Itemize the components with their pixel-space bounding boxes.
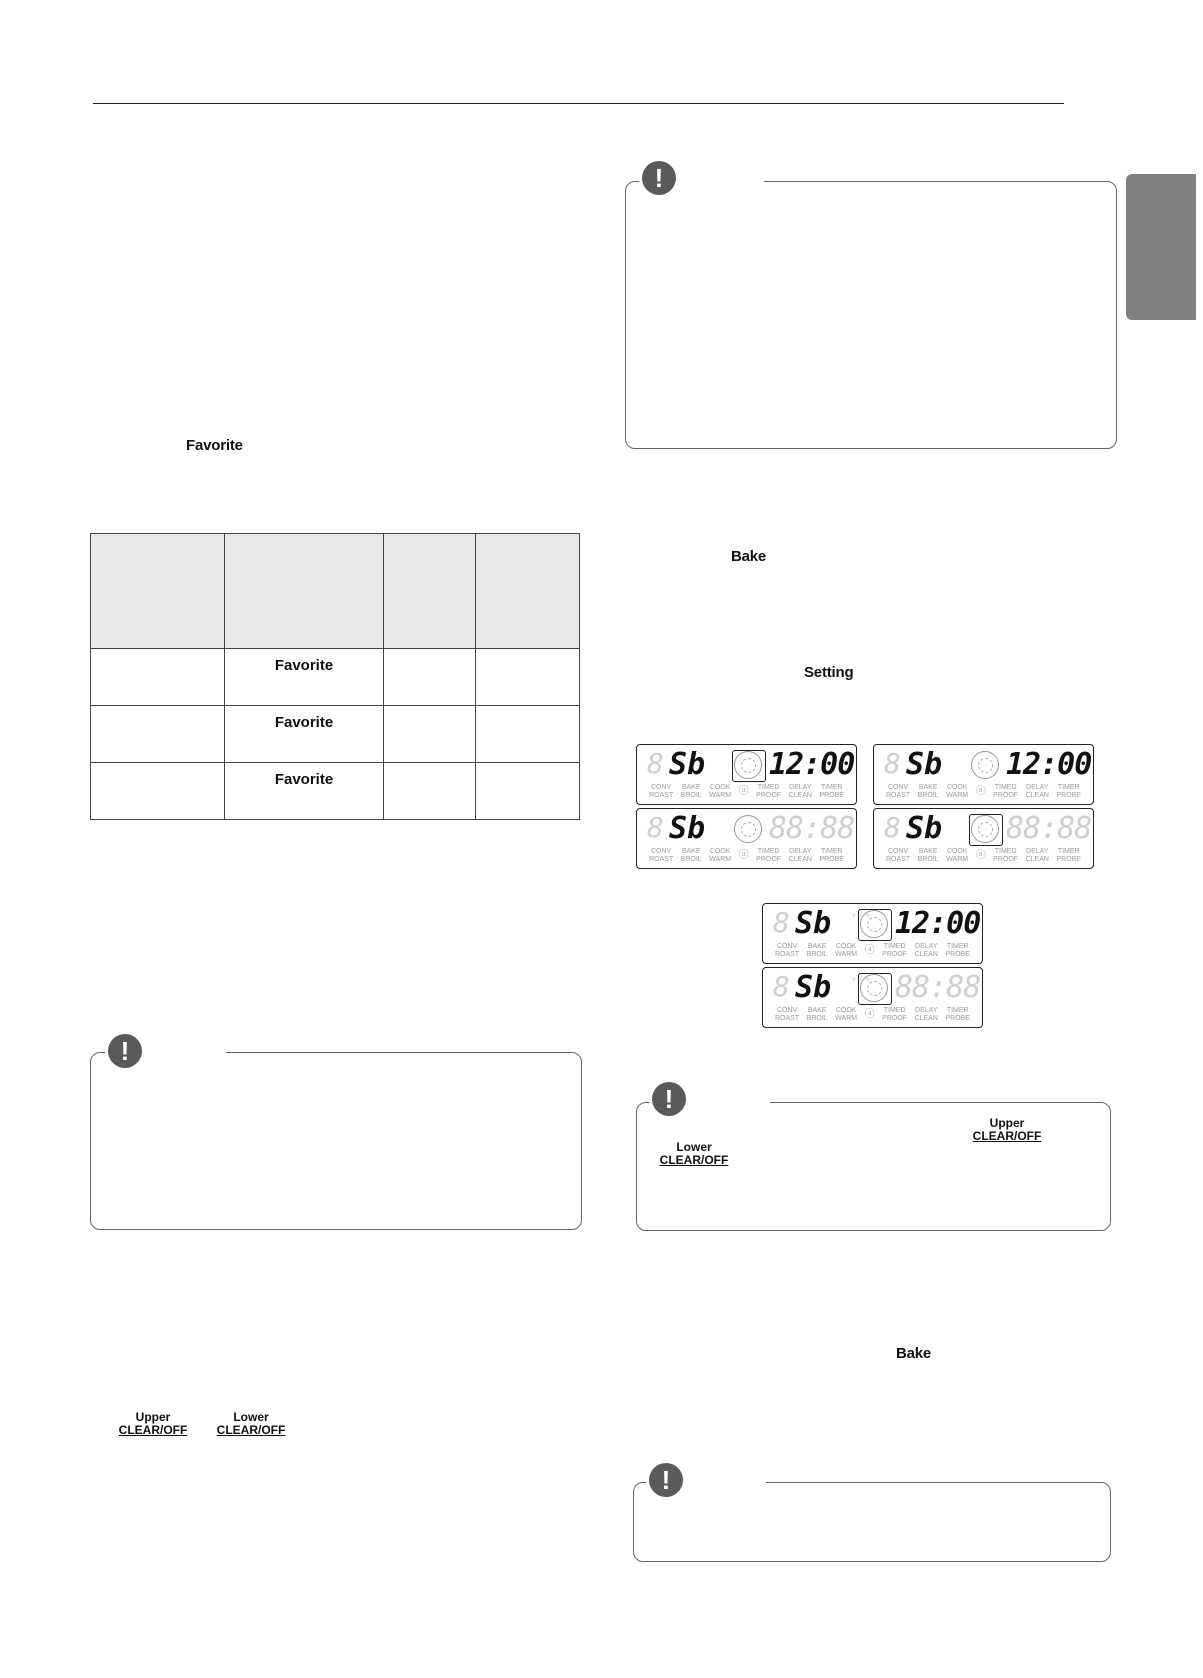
lcd-display (873, 808, 1094, 869)
note-line-gap (140, 1052, 226, 1056)
lcd-mode-label: BAKE BROIL (806, 1007, 828, 1022)
table-row (91, 649, 580, 706)
table-header-cell (384, 534, 476, 649)
table-header-row (91, 534, 580, 649)
table-cell (384, 649, 476, 706)
fan-icon (971, 751, 999, 779)
lcd-mode-label: DELAY CLEAN (914, 1007, 938, 1022)
lcd-mode-labels (649, 848, 844, 864)
lcd-clock-readout: 12:00 (1006, 747, 1092, 782)
lcd-mode-label: TIMER PROBE (1056, 848, 1081, 863)
lcd-clock-readout: 12:00 (769, 747, 855, 782)
lcd-display (873, 744, 1094, 805)
lcd-mode-label: COOK WARM (709, 784, 732, 799)
note-box (625, 181, 1117, 449)
lcd-mode-labels (649, 784, 844, 800)
lcd-clock-blank: 88:88 (895, 970, 981, 1005)
lcd-mode-label: CONV ROAST (649, 784, 674, 799)
lcd-mode-label: TIMED PROOF (756, 784, 782, 799)
lock-icon: ⓐ (975, 786, 986, 797)
lcd-mode-labels (886, 784, 1081, 800)
lcd-clock-readout: 12:00 (895, 906, 981, 941)
warning-icon: ! (652, 1082, 686, 1116)
lower-label: Lower (233, 1410, 269, 1424)
note-box (633, 1482, 1111, 1562)
table-row (91, 763, 580, 820)
lcd-mode-label: COOK WARM (709, 848, 732, 863)
table-cell (91, 763, 225, 820)
table-header-cell (91, 534, 225, 649)
setting-keyword: Setting (804, 664, 854, 681)
lcd-clock-blank: 88:88 (769, 811, 855, 846)
note-line-gap (680, 1481, 766, 1485)
lcd-temperature-readout: Sb (906, 747, 943, 782)
lower-clear-off-control (216, 1411, 286, 1437)
bake-keyword: Bake (896, 1345, 932, 1362)
table-cell (476, 649, 580, 706)
upper-clear-off-control (972, 1117, 1042, 1143)
header-rule (93, 103, 1064, 104)
clear-off-label: CLEAR/OFF (972, 1129, 1042, 1143)
fan-icon (860, 974, 888, 1002)
lock-icon: ⓐ (738, 850, 749, 861)
note-line-gap (672, 180, 764, 184)
clear-off-label: CLEAR/OFF (659, 1153, 729, 1167)
lcd-mode-label: TIMED PROOF (993, 784, 1019, 799)
lcd-mode-label: TIMER PROBE (819, 784, 844, 799)
warning-icon: ! (108, 1034, 142, 1068)
lcd-temperature-readout: Sb (669, 747, 706, 782)
upper-label: Upper (989, 1116, 1025, 1130)
fan-icon (860, 910, 888, 938)
note-box (90, 1052, 582, 1230)
lcd-ghost-digit: 8 (647, 747, 664, 780)
lcd-mode-label: DELAY CLEAN (788, 848, 812, 863)
lcd-mode-label: DELAY CLEAN (914, 943, 938, 958)
lcd-ghost-digit: 8 (884, 811, 901, 844)
table-cell (384, 763, 476, 820)
lcd-mode-label: DELAY CLEAN (1025, 784, 1049, 799)
lock-icon: ⓐ (864, 1009, 875, 1020)
table-cell: Favorite (225, 763, 384, 820)
clear-off-label: CLEAR/OFF (118, 1423, 188, 1437)
table-cell (384, 706, 476, 763)
lcd-indicator-dots: ∘∘ ∘ (851, 910, 871, 920)
table-cell (91, 706, 225, 763)
lock-icon: ⓐ (975, 850, 986, 861)
lcd-mode-label: CONV ROAST (886, 848, 911, 863)
table-header-cell (476, 534, 580, 649)
warning-icon: ! (642, 161, 676, 195)
table-cell: Favorite (225, 649, 384, 706)
lcd-mode-label: TIMED PROOF (882, 943, 908, 958)
lcd-display (636, 808, 857, 869)
lcd-mode-label: TIMER PROBE (819, 848, 844, 863)
lcd-mode-labels (775, 1007, 970, 1023)
table-header-cell (225, 534, 384, 649)
lcd-temperature-readout: Sb (669, 811, 706, 846)
lcd-ghost-digit: 8 (647, 811, 664, 844)
table-cell (91, 649, 225, 706)
lcd-mode-label: BAKE BROIL (680, 784, 702, 799)
lcd-clock-blank: 88:88 (1006, 811, 1092, 846)
clear-off-label: CLEAR/OFF (216, 1423, 286, 1437)
lcd-mode-label: CONV ROAST (775, 943, 800, 958)
lcd-display (636, 744, 857, 805)
lcd-mode-label: COOK WARM (946, 848, 969, 863)
lcd-mode-label: DELAY CLEAN (1025, 848, 1049, 863)
lcd-temperature-readout: Sb (906, 811, 943, 846)
lcd-mode-label: DELAY CLEAN (788, 784, 812, 799)
lcd-ghost-digit: 8 (884, 747, 901, 780)
lcd-mode-label: TIMED PROOF (993, 848, 1019, 863)
table-cell (476, 763, 580, 820)
lcd-display (762, 967, 983, 1028)
fan-icon (971, 815, 999, 843)
lower-clear-off-control (659, 1141, 729, 1167)
lcd-mode-label: BAKE BROIL (917, 784, 939, 799)
lcd-mode-label: TIMER PROBE (945, 1007, 970, 1022)
fan-icon (734, 751, 762, 779)
bake-keyword: Bake (731, 548, 767, 565)
favorite-table (90, 533, 580, 820)
lcd-mode-label: BAKE BROIL (917, 848, 939, 863)
lock-icon: ⓐ (864, 945, 875, 956)
lcd-mode-label: BAKE BROIL (806, 943, 828, 958)
lcd-ghost-digit: 8 (773, 906, 790, 939)
lock-icon: ⓐ (738, 786, 749, 797)
table-cell: Favorite (225, 706, 384, 763)
lcd-temperature-readout: Sb (795, 970, 832, 1005)
lcd-mode-labels (775, 943, 970, 959)
lcd-mode-label: CONV ROAST (649, 848, 674, 863)
lcd-ghost-digit: 8 (773, 970, 790, 1003)
lower-label: Lower (676, 1140, 712, 1154)
lcd-temperature-readout: Sb (795, 906, 832, 941)
lcd-display (762, 903, 983, 964)
note-line-gap (684, 1101, 770, 1105)
lcd-mode-label: COOK WARM (835, 1007, 858, 1022)
favorite-keyword: Favorite (186, 437, 243, 454)
lcd-mode-label: TIMED PROOF (882, 1007, 908, 1022)
lcd-mode-label: TIMER PROBE (945, 943, 970, 958)
upper-label: Upper (135, 1410, 171, 1424)
lcd-mode-label: TIMER PROBE (1056, 784, 1081, 799)
table-cell (476, 706, 580, 763)
lcd-mode-label: CONV ROAST (886, 784, 911, 799)
section-tab (1126, 174, 1196, 320)
lcd-mode-label: COOK WARM (835, 943, 858, 958)
fan-icon (734, 815, 762, 843)
lcd-mode-label: COOK WARM (946, 784, 969, 799)
lcd-mode-label: BAKE BROIL (680, 848, 702, 863)
lcd-mode-label: CONV ROAST (775, 1007, 800, 1022)
warning-icon: ! (649, 1463, 683, 1497)
lcd-mode-label: TIMED PROOF (756, 848, 782, 863)
upper-clear-off-control (118, 1411, 188, 1437)
lcd-indicator-dots: ∘∘ ∘ (851, 974, 871, 984)
lcd-mode-labels (886, 848, 1081, 864)
table-row (91, 706, 580, 763)
